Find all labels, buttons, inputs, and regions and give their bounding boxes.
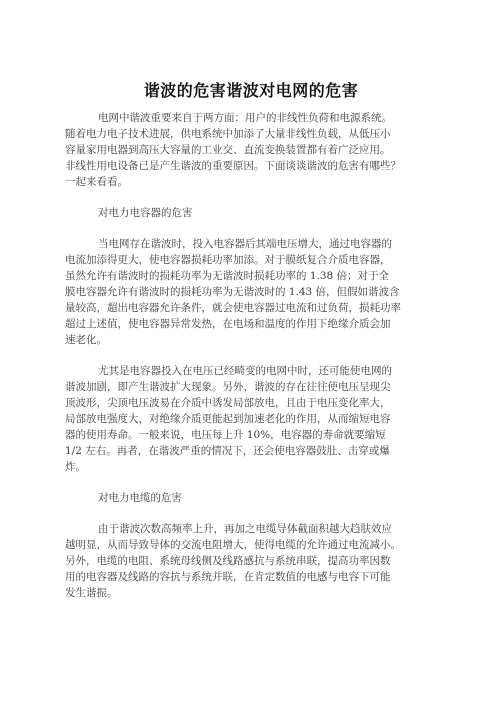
paragraph-line: 电网中谐波重要来自于两方面：用户的非线性负荷和电源系统。 — [98, 112, 392, 124]
paragraph-line: 1/2 左右。再者，在谐波严重的情况下，还会使电容器鼓肚、击穿或爆 — [65, 445, 390, 457]
paragraph-line: 超过上述值，使电容器异常发热，在电场和温度的作用下绝缘介质会加 — [65, 318, 391, 330]
paragraph-line: 电流加添得更大，使电容器损耗功率加添。对于膜纸复合介质电容器， — [65, 254, 391, 266]
paragraph-line: 虽然允许有谐波时的损耗功率为无谐波时损耗功率的 1.38 倍；对于全 — [65, 270, 390, 282]
section-heading-cable: 对电力电缆的危害 — [98, 492, 182, 504]
paragraph-line: 谐波加剧，即产生谐波扩大现象。另外，谐波的存在往往使电压呈现尖 — [65, 381, 391, 393]
paragraph-line: 器的使用寿命。一般来说，电压每上升 10%，电容器的寿命就要缩短 — [65, 429, 386, 441]
paragraph-line: 速老化。 — [65, 334, 107, 346]
paragraph-line: 随着电力电子技术进展，供电系统中加添了大量非线性负载，从低压小 — [65, 128, 391, 140]
paragraph-line: 用的电容器及线路的容抗与系统并联，在肯定数值的电感与电容下可能 — [65, 571, 391, 583]
paragraph-line: 另外，电缆的电阻、系统母线侧及线路感抗与系统串联，提高功率因数 — [65, 555, 391, 567]
paragraph-line: 量较高，超出电容器允许条件，就会使电容器过电流和过负荷，损耗功率 — [65, 302, 401, 314]
paragraph-line: 一起来看看。 — [65, 176, 128, 188]
paragraph-line: 顶波形，尖顶电压波易在介质中诱发局部放电，且由于电压变化率大， — [65, 397, 391, 409]
paragraph-line: 当电网存在谐波时，投入电容器后其端电压增大，通过电容器的 — [98, 238, 392, 250]
paragraph-line: 由于谐波次数高频率上升，再加之电缆导体截面积越大趋肤效应 — [98, 523, 392, 535]
paragraph-line: 发生谐振。 — [65, 587, 118, 599]
paragraph-line: 膜电容器允许有谐波时的损耗功率为无谐波时的 1.43 倍，但假如谐波含 — [65, 286, 400, 298]
paragraph-line: 局部放电强度大，对绝缘介质更能起到加速老化的作用，从而缩短电容 — [65, 413, 391, 425]
paragraph-line: 容量家用电器到高压大容量的工业交、直流变换装置都有着广泛应用。 — [65, 144, 391, 156]
paragraph-line: 非线性用电设备已是产生谐波的重要原因。下面谈谈谐波的危害有哪些？ — [65, 160, 401, 172]
section-heading-capacitor: 对电力电容器的危害 — [98, 207, 193, 219]
paragraph-line: 尤其是电容器投入在电压已经畸变的电网中时，还可能使电网的 — [98, 365, 392, 377]
paragraph-line: 越明显，从而导致导体的交流电阻增大，使得电缆的允许通过电流减小。 — [65, 539, 401, 551]
paragraph-line: 炸。 — [65, 461, 86, 473]
page-title: 谐波的危害谐波对电网的危害 — [143, 81, 359, 100]
